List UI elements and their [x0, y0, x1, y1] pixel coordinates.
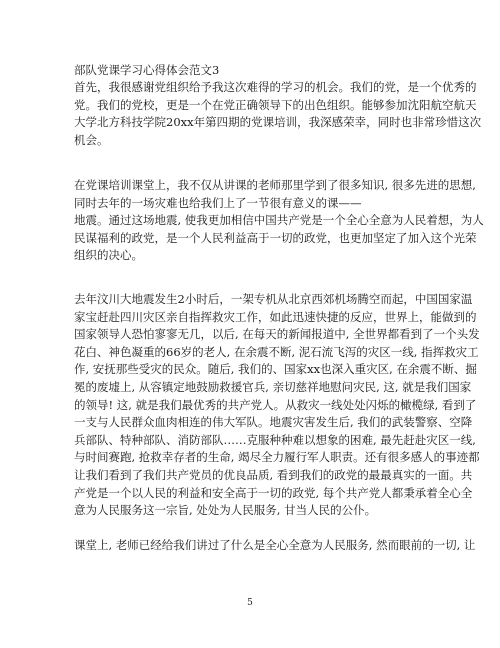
- text-line: 意为人民服务这一宗旨, 处处为人民服务, 甘当人民的公仆。: [74, 503, 377, 518]
- text-line: 去年汶川大地震发生2小时后，一架专机从北京西郊机场腾空而起，中国国家温: [74, 292, 473, 306]
- page-number: 5: [247, 598, 253, 608]
- text-line: 的领导! 这, 就是我们最优秀的共产党人。从救灾一线处处闪烁的橄榄绿, 看到了: [74, 397, 477, 412]
- text-line: 冕的废墟上, 从容镇定地鼓励救援官兵, 亲切慈祥地慰问灾民, 这, 就是我们国家: [74, 379, 472, 394]
- text-line: 作, 安抚那些受灾的民众。随后, 我们的、国家xx也深入重灾区, 在余震不断、掘: [74, 362, 477, 377]
- text-line: 国家领导人恐怕寥寥无几，以后, 在每天的新闻报道中, 全世界都看到了一个头发: [74, 327, 480, 342]
- text-line: 首先，我很感谢党组织给予我这次难得的学习的机会。我们的党，是一个优秀的: [74, 80, 477, 94]
- paragraph-1: [74, 79, 482, 149]
- paragraph-2: [74, 177, 484, 265]
- document-title: 部队党课学习心得体会范文3: [74, 63, 220, 77]
- text-line: 兵部队、特种部队、消防部队……克服种种难以想象的困难, 最先赶赴灾区一线,: [74, 432, 476, 447]
- text-line: 党。我们的党校，更是一个在党正确领导下的出色组织。能够参加沈阳航空航天: [74, 97, 477, 112]
- text-line: 地震。通过这场地震, 使我更加相信中国共产党是一个全心全意为人民着想，为人: [74, 213, 484, 228]
- text-line: 家宝赶赴四川灾区亲自指挥救灾工作，如此迅速快捷的反应，世界上，能做到的: [74, 309, 477, 324]
- text-line: 花白、神色凝重的66岁的老人, 在余震不断, 泥石流飞泻的灾区一线, 指挥救灾工: [74, 344, 479, 359]
- text-line: 课堂上, 老师已经给我们讲过了什么是全心全意为人民服务, 然而眼前的一切, 让: [74, 538, 476, 552]
- text-line: 让我们看到了我们共产党员的优良品质, 看到我们的政党的最最真实的一面。共: [74, 467, 473, 482]
- text-line: 组织的决心。: [74, 248, 143, 263]
- text-line: 同时去年的一场灾难也给我们上了一节很有意义的课——: [74, 195, 362, 210]
- text-line: 与时间赛跑, 抢救幸存者的生命, 竭尽全力履行军人职责。还有很多感人的事迹都: [74, 450, 480, 465]
- paragraph-3: [74, 291, 480, 520]
- text-line: 产党是一个以人民的利益和安全高于一切的政党, 每个共产党人都秉承着全心全: [74, 485, 473, 500]
- text-line: 大学北方科技学院20xx年第四期的党课培训，我深感荣幸，同时也非常珍惜这次: [74, 115, 482, 130]
- text-line: 机会。: [74, 132, 109, 147]
- text-line: 一支与人民群众血肉相连的伟大军队。地震灾害发生后, 我们的武装警察、空降: [74, 415, 473, 430]
- text-line: 民谋福利的政党，是一个人民利益高于一切的政党，也更加坚定了加入这个光荣: [74, 230, 477, 245]
- paragraph-4: [74, 537, 476, 555]
- text-line: 在党课培训课堂上，我不仅从讲课的老师那里学到了很多知识, 很多先进的思想,: [74, 178, 476, 192]
